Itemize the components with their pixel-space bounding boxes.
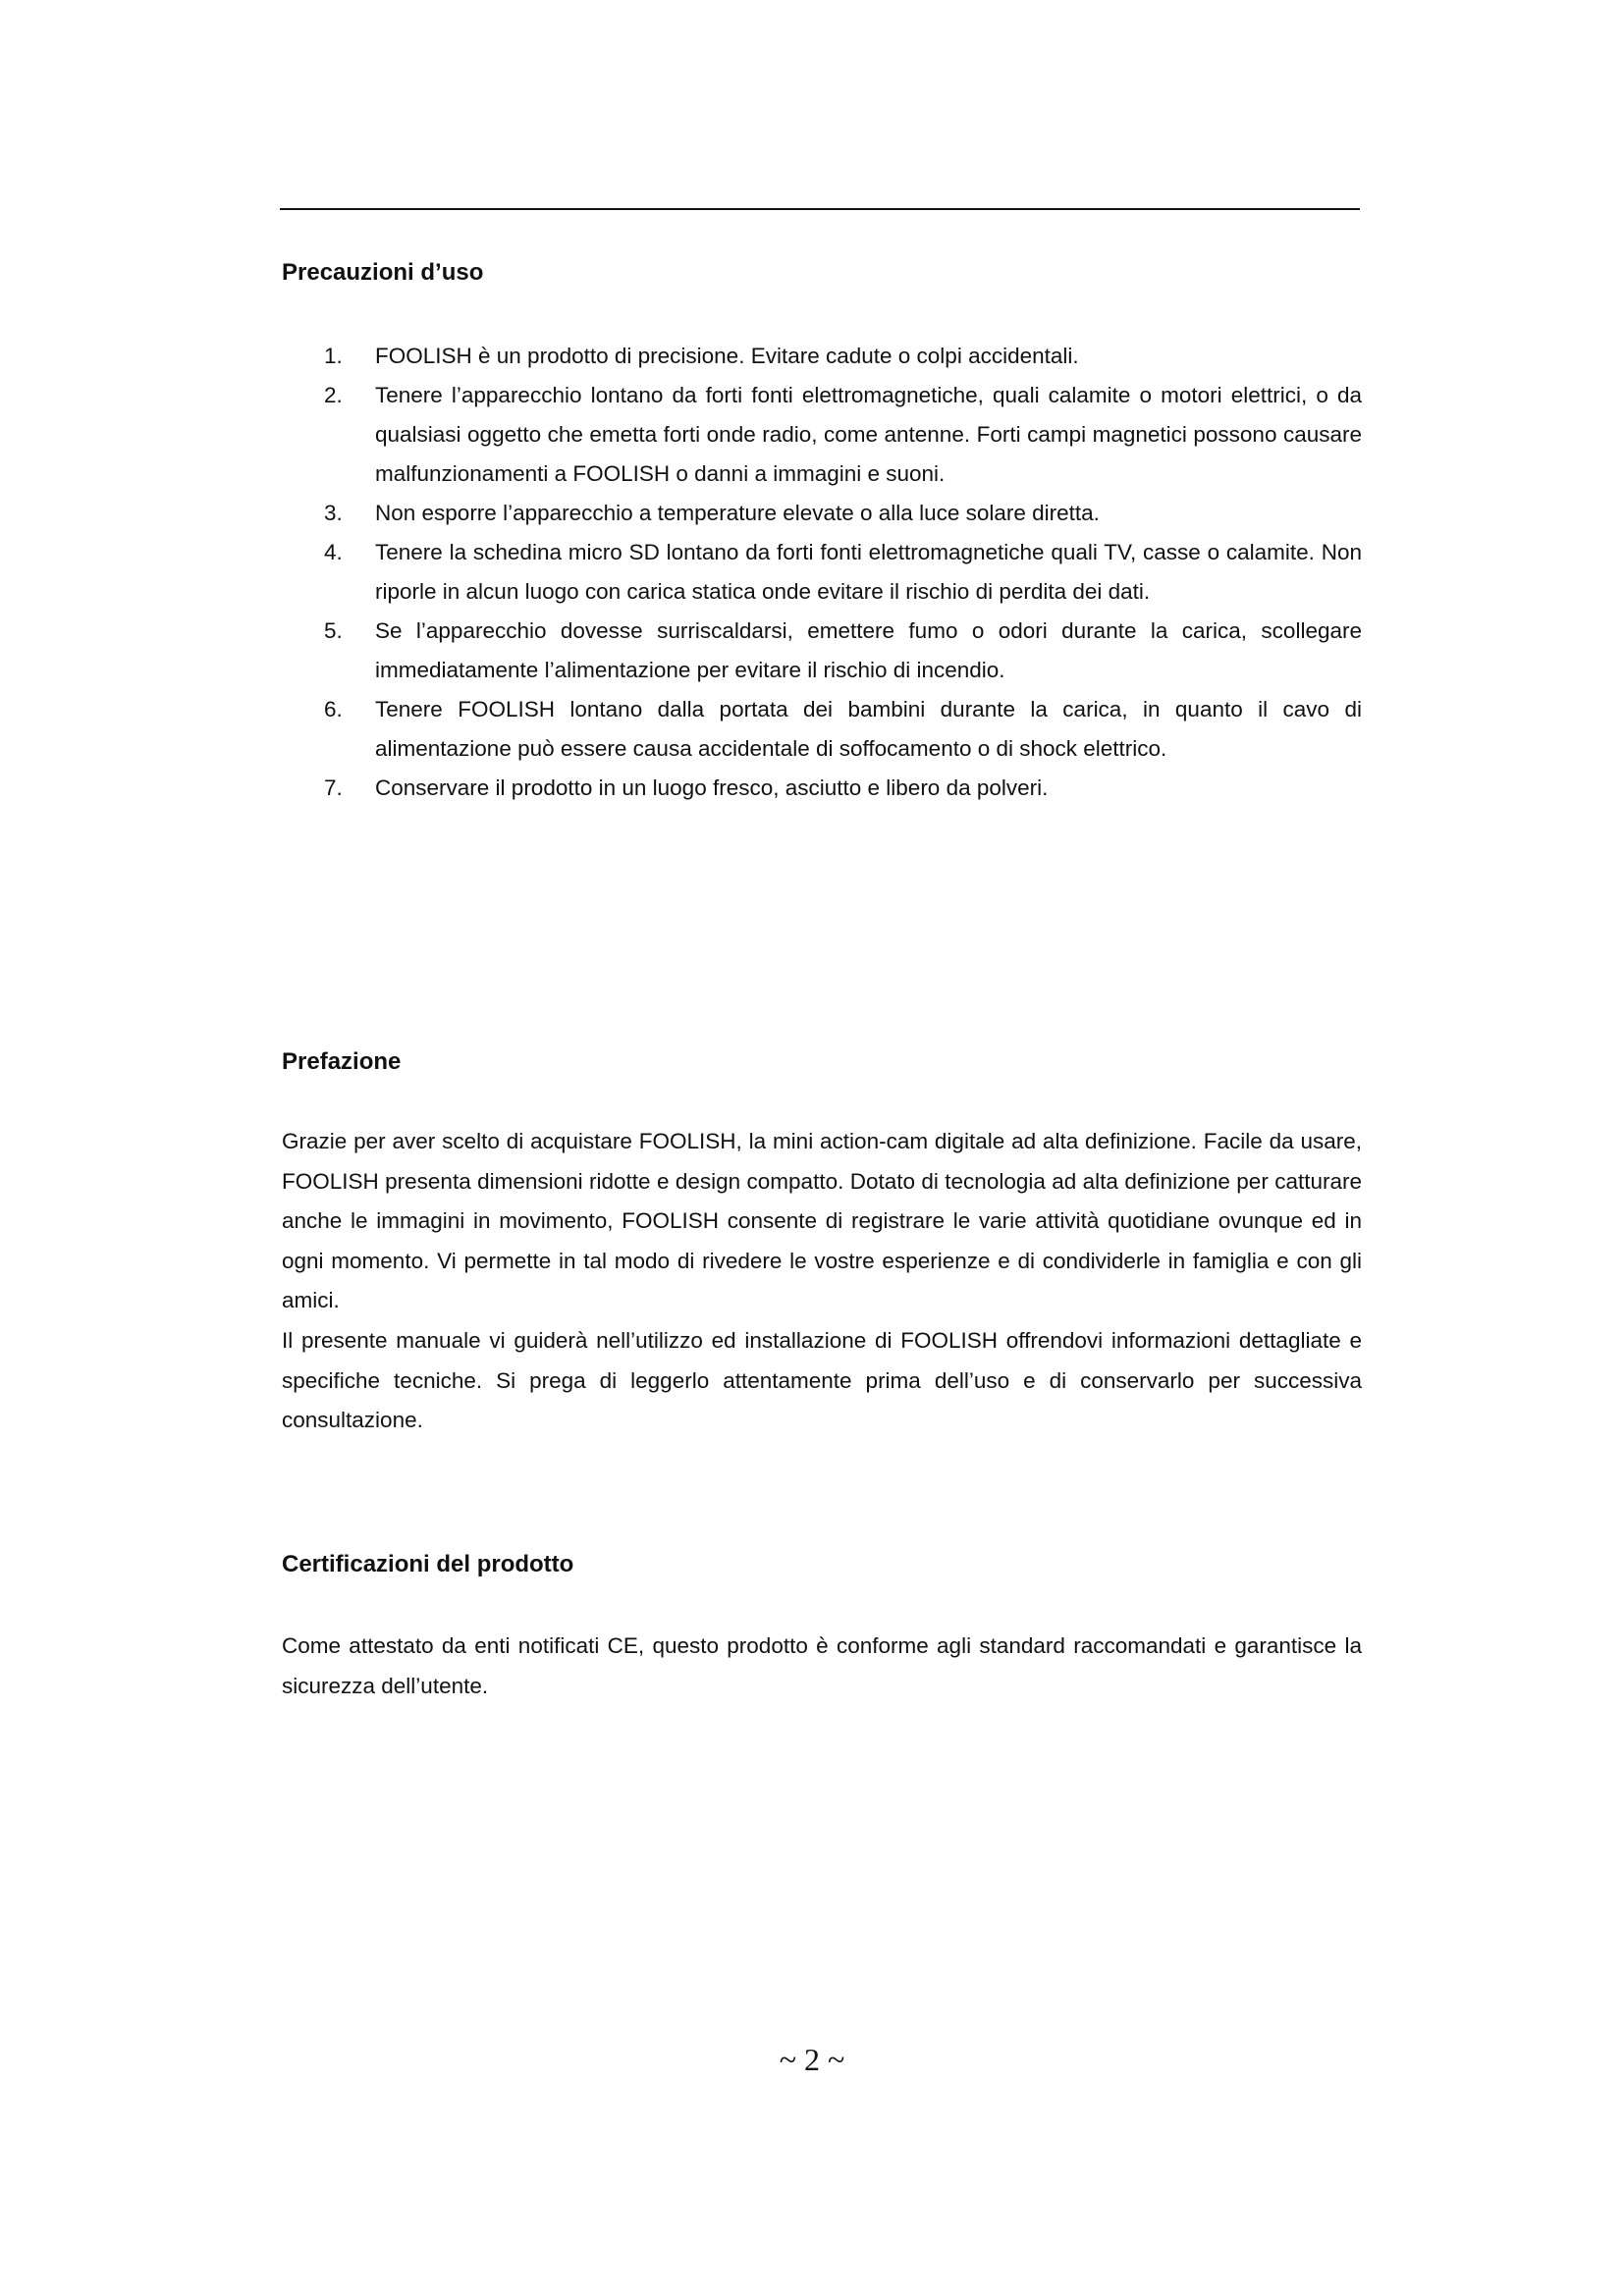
item-text: Tenere FOOLISH lontano dalla portata dei bambini durante la carica, in quanto il cavo di alimentazione può essere causa accidentale di soffocamento o di shock elettrico. <box>375 697 1362 761</box>
item-number: 4. <box>324 540 343 564</box>
item-text: Se l’apparecchio dovesse surriscaldarsi, emettere fumo o odori durante la carica, scollegare immediatamente l’alimentazione per evitare il rischio di incendio. <box>375 618 1362 682</box>
page-number: ~ 2 ~ <box>779 2042 845 2077</box>
item-number: 5. <box>324 618 343 643</box>
preface-paragraph-1: Grazie per aver scelto di acquistare FOOLISH, la mini action-cam digitale ad alta definizione. Facile da usare, FOOLISH presenta dimensioni ridotte e design compatto. Dotato di tecnologia ad alta definizione per catturare anche le immagini in movimento, FOOLISH consente di registrare le varie attività quotidiane ovunque ed in ogni momento. Vi permette in tal modo di rivedere le vostre esperienze e di condividerle in famiglia e con gli amici. <box>282 1129 1362 1312</box>
list-item <box>324 690 1362 769</box>
item-text: Tenere l’apparecchio lontano da forti fonti elettromagnetiche, quali calamite o motori elettrici, o da qualsiasi oggetto che emetta forti onde radio, come antenne. Forti campi magnetici possono causare malfunzionamenti a FOOLISH o danni a immagini e suoni. <box>375 383 1362 486</box>
preface-heading: Prefazione <box>282 1048 402 1075</box>
item-number: 6. <box>324 697 343 721</box>
item-number: 2. <box>324 383 343 407</box>
item-text: FOOLISH è un prodotto di precisione. Evitare cadute o colpi accidentali. <box>375 344 1079 368</box>
item-text: Conservare il prodotto in un luogo fresco, asciutto e libero da polveri. <box>375 775 1049 800</box>
list-item <box>324 494 1362 533</box>
item-number: 1. <box>324 344 343 368</box>
list-item <box>324 612 1362 690</box>
preface-paragraph-2: Il presente manuale vi guiderà nell’utilizzo ed installazione di FOOLISH offrendovi informazioni dettagliate e specifiche tecniche. Si prega di leggerlo attentamente prima dell’uso e di conservarlo per successiva consultazione. <box>282 1328 1362 1432</box>
item-text: Tenere la schedina micro SD lontano da forti fonti elettromagnetiche quali TV, casse o calamite. Non riporle in alcun luogo con carica statica onde evitare il rischio di perdita dei dati. <box>375 540 1362 604</box>
precautions-heading: Precauzioni d’uso <box>282 259 484 286</box>
item-number: 3. <box>324 501 343 525</box>
item-text: Non esporre l’apparecchio a temperature elevate o alla luce solare diretta. <box>375 501 1100 525</box>
list-item <box>324 337 1362 376</box>
item-number: 7. <box>324 775 343 800</box>
header-rule <box>280 208 1360 210</box>
precautions-list <box>324 337 1362 808</box>
list-item <box>324 376 1362 494</box>
certifications-heading: Certificazioni del prodotto <box>282 1551 574 1577</box>
certifications-paragraph: Come attestato da enti notificati CE, questo prodotto è conforme agli standard raccomandati e garantisce la sicurezza dell’utente. <box>282 1633 1362 1698</box>
list-item <box>324 533 1362 612</box>
list-item <box>324 769 1362 808</box>
